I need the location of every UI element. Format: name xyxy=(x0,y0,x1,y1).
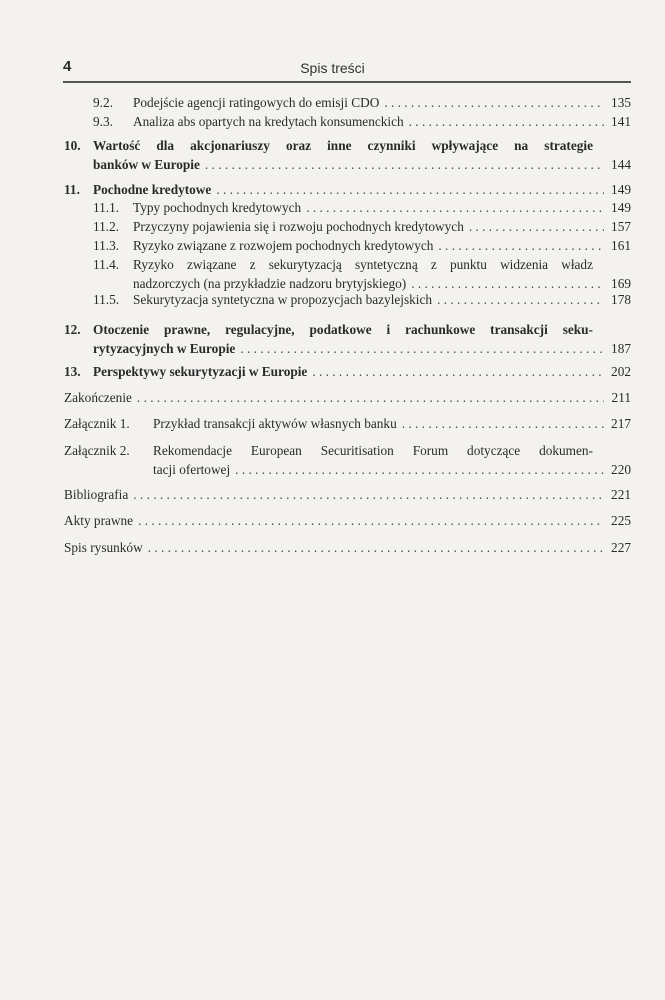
leader-dots xyxy=(437,291,604,310)
entry-page: 225 xyxy=(611,513,631,528)
toc-entry xyxy=(64,442,631,479)
entry-number: 10. xyxy=(64,138,81,153)
toc-entry xyxy=(93,256,631,293)
leader-dots xyxy=(138,512,604,531)
entry-page: 149 xyxy=(611,200,631,215)
entry-page: 157 xyxy=(611,219,631,234)
entry-page: 135 xyxy=(611,95,631,110)
entry-page: 202 xyxy=(611,364,631,379)
entry-page: 220 xyxy=(611,461,631,477)
leader-dots xyxy=(306,199,604,218)
leader-dots xyxy=(235,461,604,480)
entry-title: Pochodne kredytowe xyxy=(93,182,212,197)
entry-title: nadzorczych (na przykładzie nadzoru brytyjskiego) xyxy=(133,275,407,291)
entry-title: Analiza abs opartych na kredytach konsumenckich xyxy=(133,114,404,129)
entry-number: 9.3. xyxy=(93,114,113,129)
leader-dots xyxy=(148,539,604,558)
entry-number: Załącznik 1. xyxy=(64,416,130,431)
leader-dots xyxy=(409,113,604,132)
toc-entry xyxy=(64,363,631,382)
leader-dots xyxy=(438,237,604,256)
entry-title: Akty prawne xyxy=(64,513,134,528)
entry-number: 12. xyxy=(64,322,81,337)
toc-entry xyxy=(93,113,631,132)
entry-page: 141 xyxy=(611,114,631,129)
entry-page: 169 xyxy=(611,275,631,291)
entry-title: banków w Europie xyxy=(93,156,200,172)
header-rule xyxy=(63,81,631,83)
entry-title: Bibliografia xyxy=(64,487,129,502)
entry-number: 11.4. xyxy=(93,257,120,272)
entry-title-line: Rekomendacje European Securitisation Forum dotyczące dokumen- xyxy=(153,443,593,458)
toc-entry xyxy=(93,291,631,310)
entry-title-line: Ryzyko związane z sekurytyzacją syntetyczną z punktu widzenia władz xyxy=(133,257,593,272)
entry-number: 11.3. xyxy=(93,238,120,253)
entry-page: 178 xyxy=(611,292,631,307)
entry-number: 13. xyxy=(64,364,81,379)
toc-entry xyxy=(64,389,631,408)
leader-dots xyxy=(137,389,604,408)
entry-page: 221 xyxy=(611,487,631,502)
entry-title: Sekurytyzacja syntetyczna w propozycjach bazylejskich xyxy=(133,292,433,307)
entry-title: Spis rysunków xyxy=(64,540,143,555)
entry-title: Przyczyny pojawienia się i rozwoju pochodnych kredytowych xyxy=(133,219,464,234)
entry-page: 227 xyxy=(611,540,631,555)
entry-title-line: Otoczenie prawne, regulacyjne, podatkowe i rachunkowe transakcji seku- xyxy=(93,322,593,337)
page-number: 4 xyxy=(63,58,72,75)
entry-page: 144 xyxy=(611,156,631,172)
entry-page: 149 xyxy=(611,182,631,197)
entry-page: 211 xyxy=(611,390,631,405)
toc-entry xyxy=(64,181,631,200)
entry-title: Zakończenie xyxy=(64,390,132,405)
entry-number: 11.1. xyxy=(93,200,120,215)
leader-dots xyxy=(384,94,604,113)
entry-page: 217 xyxy=(611,416,631,431)
leader-dots xyxy=(312,363,604,382)
toc-entry xyxy=(64,486,631,505)
toc-entry xyxy=(93,218,631,237)
toc-entry xyxy=(93,199,631,218)
toc-entry xyxy=(64,415,631,434)
entry-title: Typy pochodnych kredytowych xyxy=(133,200,302,215)
leader-dots xyxy=(402,415,604,434)
entry-title: Perspektywy sekurytyzacji w Europie xyxy=(93,364,308,379)
entry-title: tacji ofertowej xyxy=(153,461,231,477)
toc-entry xyxy=(64,539,631,558)
entry-title: Przykład transakcji aktywów własnych banku xyxy=(153,416,397,431)
toc-entry xyxy=(64,321,631,358)
entry-number: Załącznik 2. xyxy=(64,443,130,458)
leader-dots xyxy=(240,340,604,359)
toc-entry xyxy=(93,94,631,113)
entry-title: Ryzyko związane z rozwojem pochodnych kredytowych xyxy=(133,238,434,253)
entry-page: 187 xyxy=(611,340,631,356)
running-title: Spis treści xyxy=(300,60,365,76)
entry-title: Podejście agencji ratingowych do emisji CDO xyxy=(133,95,380,110)
entry-number: 9.2. xyxy=(93,95,113,110)
toc-entry xyxy=(64,137,631,174)
entry-title: rytyzacyjnych w Europie xyxy=(93,340,236,356)
leader-dots xyxy=(205,156,604,175)
toc-entry xyxy=(93,237,631,256)
entry-number: 11.2. xyxy=(93,219,120,234)
entry-number: 11.5. xyxy=(93,292,120,307)
toc-entry xyxy=(64,512,631,531)
entry-page: 161 xyxy=(611,238,631,253)
leader-dots xyxy=(216,181,604,200)
leader-dots xyxy=(469,218,604,237)
leader-dots xyxy=(133,486,604,505)
entry-title-line: Wartość dla akcjonariuszy oraz inne czynniki wpływające na strategie xyxy=(93,138,593,153)
entry-number: 11. xyxy=(64,182,80,197)
